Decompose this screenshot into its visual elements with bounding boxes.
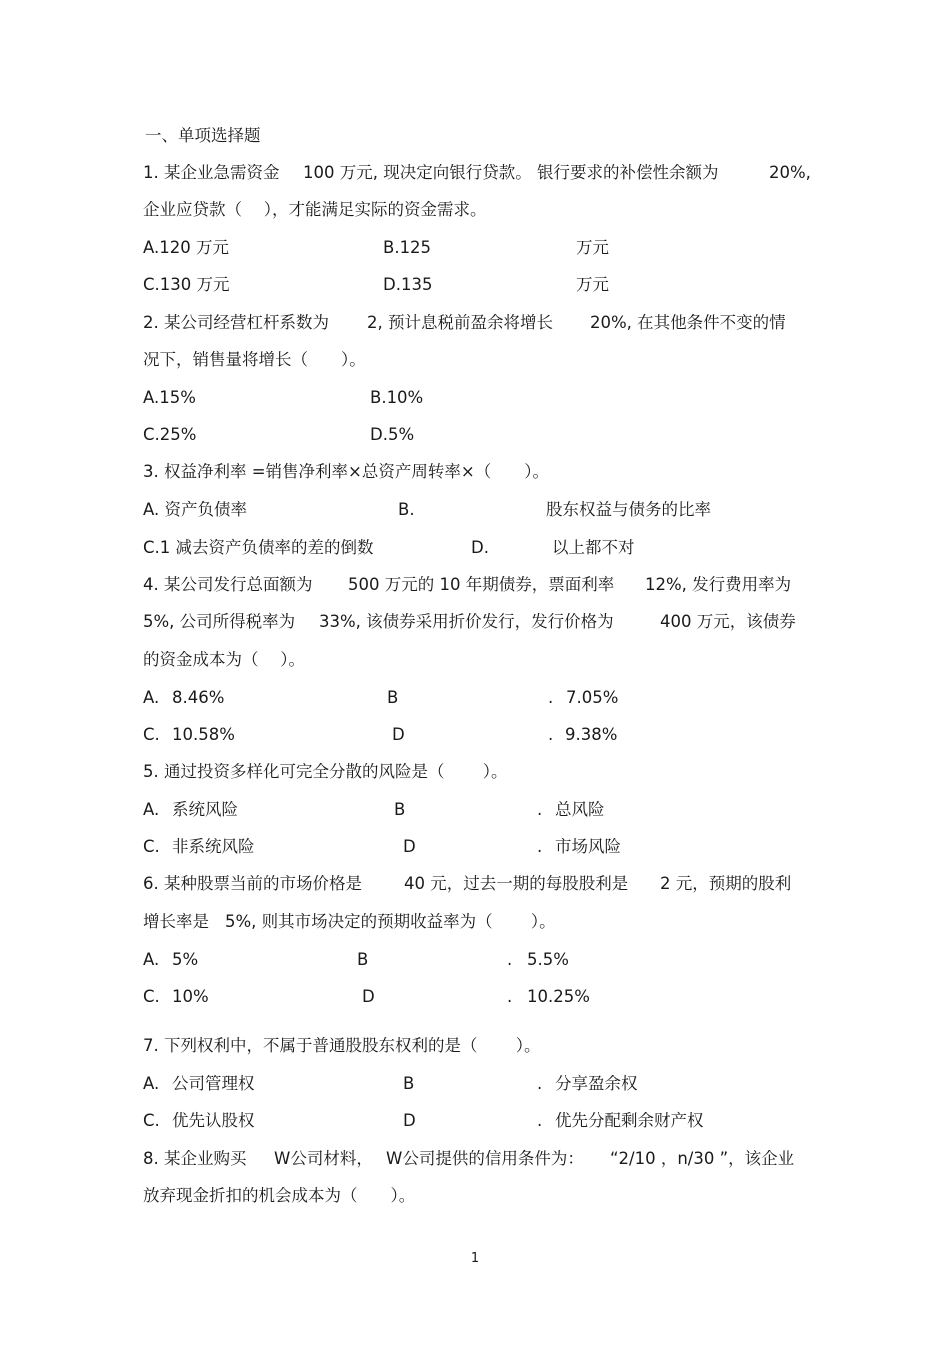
- question-1-option-a: A.120 万元: [143, 238, 229, 257]
- page-number: 1: [470, 1251, 480, 1266]
- q1-text-a: 1. 某企业急需资金: [143, 163, 280, 182]
- section-title: 一、单项选择题: [145, 126, 261, 145]
- q1-text-b: 100 万元, 现决定向银行贷款。 银行要求的补偿性余额为: [303, 163, 719, 182]
- question-2-option-d: D.5%: [370, 425, 415, 444]
- question-2-option-c: C.25%: [143, 425, 197, 444]
- q1-text-c: 20%,: [769, 163, 811, 182]
- question-3-line-1: 3. 权益净利率 =销售净利率×总资产周转率×（ ）。: [143, 462, 549, 481]
- question-7-line-1: 7. 下列权利中，不属于普通股股东权利的是（ ）。: [143, 1036, 541, 1055]
- question-1-line-2: 企业应贷款（ ），才能满足实际的资金需求。: [143, 200, 487, 219]
- question-2-option-a: A.15%: [143, 388, 196, 407]
- question-2-option-b: B.10%: [370, 388, 424, 407]
- question-5-line-1: 5. 通过投资多样化可完全分散的风险是（ ）。: [143, 762, 508, 781]
- question-4-line-3: 的资金成本为（ ）。: [143, 650, 305, 669]
- question-8-line-2: 放弃现金折扣的机会成本为（ ）。: [143, 1186, 416, 1205]
- question-1-option-c: C.130 万元: [143, 275, 230, 294]
- question-3-option-c: C.1 减去资产负债率的差的倒数: [143, 538, 374, 557]
- question-2-line-2: 况下，销售量将增长（ ）。: [143, 350, 366, 369]
- question-3-option-a: A. 资产负债率: [143, 500, 247, 519]
- document-page: 一、单项选择题 1. 某企业急需资金 100 万元, 现决定向银行贷款。 银行要求的补偿性余额为 20%, 企业应贷款（ ），才能满足实际的资金需求。 A.120 万元 B.125 万元 C.130 万元 D.135 万元 2. 某公司经营杠杆系数为 2, 预计息税前盈余将增长 20%, 在其他条件不变的情 况下，销售量将增长（ ）。 A.15% B.10% C.25% D.5% 3. 权益净利率 =销售净利率×总资产周转率×（ ）。 A. 资产负债率 B. 股东权益与债务的比率 C.1 减去资产负债率的差的倒数 D. 以上都不对 4. 某公司发行总面额为 500 万元的 10 年期债券，票面利率 12%, 发行费用率为 5%, 公司所得税率为 33%, 该债券采用折价发行，发行价格为 400 万元，该债券 的资金成本为（ ）。 A. 8.46% B . 7.05% C. 10.58% D . 9.38% 5. 通过投资多样化可完全分散的风险是（ ）。 A. 系统风险 B . 总风险 C. 非系统风险 D . 市场风险 6. 某种股票当前的市场价格是 40 元，过去一期的每股股利是 2 元，预期的股利 增长率是 5%, 则其市场决定的预期收益率为（ ）。 A. 5% B . 5.5% C. 10% D . 10.25% 7. 下列权利中，不属于普通股股东权利的是（ ）。 A. 公司管理权 B . 分享盈余权 C. 优先认股权 D . 优先分配剩余财产权 8. 某企业购买 W公司材料， W公司提供的信用条件为： “2/10 ，n/30 ”，该企业 放弃现金折扣的机会成本为（ ）。 1: [0, 0, 950, 1345]
